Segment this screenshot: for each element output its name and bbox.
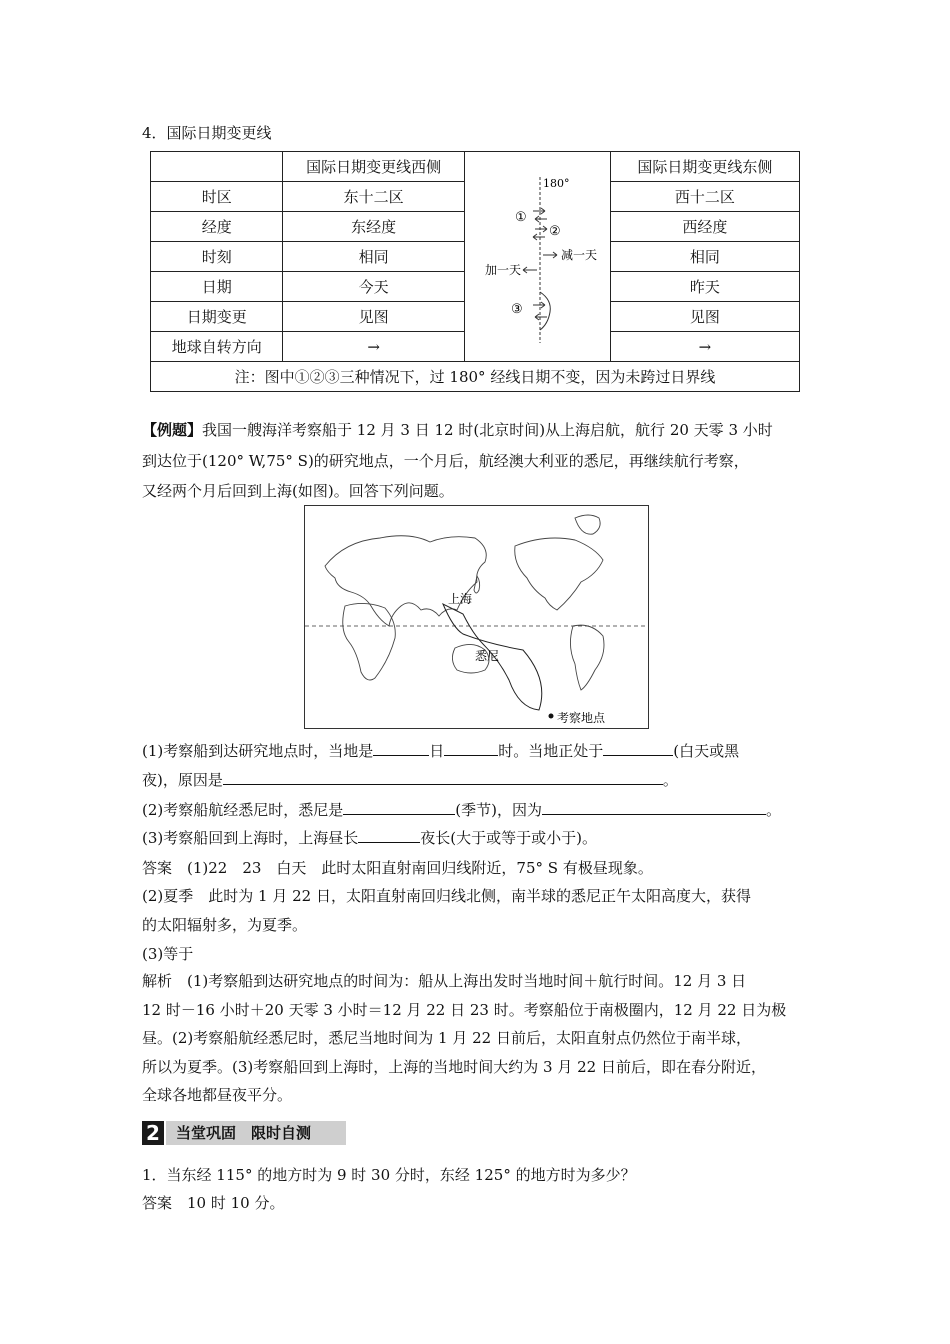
row-label: 经度 <box>151 212 283 242</box>
row-label: 时区 <box>151 182 283 212</box>
example-line-3: 又经两个月后回到上海(如图)。回答下列问题。 <box>142 482 454 500</box>
blank-because <box>542 800 766 815</box>
analysis-line-2: 12 时－16 小时＋20 天零 3 小时＝12 月 22 日 23 时。考察船位于南极圈内，12 月 22 日为极 <box>142 1001 787 1019</box>
header-east: 国际日期变更线东侧 <box>610 152 799 182</box>
blank-compare <box>358 828 420 843</box>
africa-outline <box>343 603 396 680</box>
cell-west: 东十二区 <box>283 182 464 212</box>
practice-answer: 答案 10 时 10 分。 <box>142 1194 285 1212</box>
deg-label: 180° <box>542 176 570 190</box>
answer-2-cont: 的太阳辐射多，为夏季。 <box>142 916 308 934</box>
answer-2: (2)夏季 此时为 1 月 22 日，太阳直射南回归线北侧，南半球的悉尼正午太阳高度大，获得 <box>142 887 751 905</box>
section-title: 4．国际日期变更线 <box>142 124 272 142</box>
section-number: 2 <box>142 1121 164 1145</box>
curve-three-icon <box>540 292 550 330</box>
circle-two: ② <box>548 223 561 239</box>
world-map-svg <box>305 506 648 728</box>
example-label: 【例题】 <box>142 421 203 439</box>
north-america-outline <box>515 538 603 610</box>
row-label: 地球自转方向 <box>151 332 283 362</box>
section-heading: 当堂巩固 限时自测 <box>166 1121 346 1145</box>
arrow-right-icon <box>543 252 557 258</box>
table-corner <box>151 152 283 182</box>
blank-day <box>373 741 429 756</box>
circle-one: ① <box>514 209 527 225</box>
example-line-2: 到达位于(120° W,75° S)的研究地点，一个月后，航经澳大利亚的悉尼，再继续航行考察， <box>142 452 749 470</box>
row-label: 日期变更 <box>151 302 283 332</box>
cell-east: → <box>610 332 799 362</box>
south-america-outline <box>570 625 604 690</box>
question-3: (3)考察船回到上海时，上海昼长 夜长(大于或等于或小于)。 <box>142 829 597 847</box>
station-dot <box>549 714 554 719</box>
blank-daynight <box>603 741 673 756</box>
table-note: 注：图中①②③三种情况下，过 180° 经线日期不变，因为未跨过日界线 <box>151 362 800 392</box>
question-1: (1)考察船到达研究地点时，当地是 日 时。当地正处于 (白天或黑 <box>142 742 740 760</box>
arrows-three-icon <box>533 302 547 320</box>
answer-1: 答案 (1)22 23 白天 此时太阳直射南回归线附近，75° S 有极昼现象。 <box>142 859 653 877</box>
analysis-line-5: 全球各地都昼夜平分。 <box>142 1086 293 1104</box>
cell-west: 见图 <box>283 302 464 332</box>
greenland-outline <box>575 515 600 534</box>
label-sydney: 悉尼 <box>475 649 500 663</box>
label-station: 考察地点 <box>557 711 606 725</box>
cell-east: 西经度 <box>610 212 799 242</box>
japan-outline <box>474 576 480 593</box>
blank-hour <box>444 741 498 756</box>
dateline-table <box>150 151 800 392</box>
arrow-left-icon <box>523 267 537 273</box>
cell-west: 相同 <box>283 242 464 272</box>
blank-reason <box>223 770 663 785</box>
cell-west: → <box>283 332 464 362</box>
answer-3: (3)等于 <box>142 945 194 963</box>
header-west: 国际日期变更线西侧 <box>283 152 464 182</box>
analysis-line-4: 所以为夏季。(3)考察船回到上海时，上海的当地时间大约为 3 月 22 日前后，即在春分附近， <box>142 1058 766 1076</box>
row-label: 时刻 <box>151 242 283 272</box>
cell-west: 东经度 <box>283 212 464 242</box>
analysis-line-1: 解析 (1)考察船到达研究地点的时间为：船从上海出发时当地时间＋航行时间。12 月 3 日 <box>142 972 747 990</box>
circle-three: ③ <box>510 301 523 317</box>
dateline-diagram-cell <box>464 152 610 362</box>
cell-east: 相同 <box>610 242 799 272</box>
question-2: (2)考察船航经悉尼时，悉尼是 (季节)，因为 。 <box>142 801 781 819</box>
practice-question: 1．当东经 115° 的地方时为 9 时 30 分时，东经 125° 的地方时为多少？ <box>142 1166 636 1184</box>
plus-day-label: 加一天 <box>484 262 521 277</box>
minus-day-label: 减一天 <box>560 247 597 262</box>
cell-east: 见图 <box>610 302 799 332</box>
dateline-diagram <box>465 167 610 347</box>
label-shanghai: 上海 <box>448 592 473 606</box>
blank-season <box>343 800 455 815</box>
world-map <box>304 505 649 729</box>
eurasia-outline <box>325 536 486 626</box>
cell-east: 西十二区 <box>610 182 799 212</box>
analysis-line-3: 昼。(2)考察船航经悉尼时，悉尼当地时间为 1 月 22 日前后，太阳直射点仍然位于南半球， <box>142 1029 751 1047</box>
question-1-cont: 夜)，原因是 。 <box>142 771 678 789</box>
cell-east: 昨天 <box>610 272 799 302</box>
example-text-1: 我国一艘海洋考察船于 12 月 3 日 12 时(北京时间)从上海启航，航行 20 天零 3 小时 <box>202 421 773 439</box>
cell-west: 今天 <box>283 272 464 302</box>
example-line-1 <box>142 420 773 440</box>
row-label: 日期 <box>151 272 283 302</box>
